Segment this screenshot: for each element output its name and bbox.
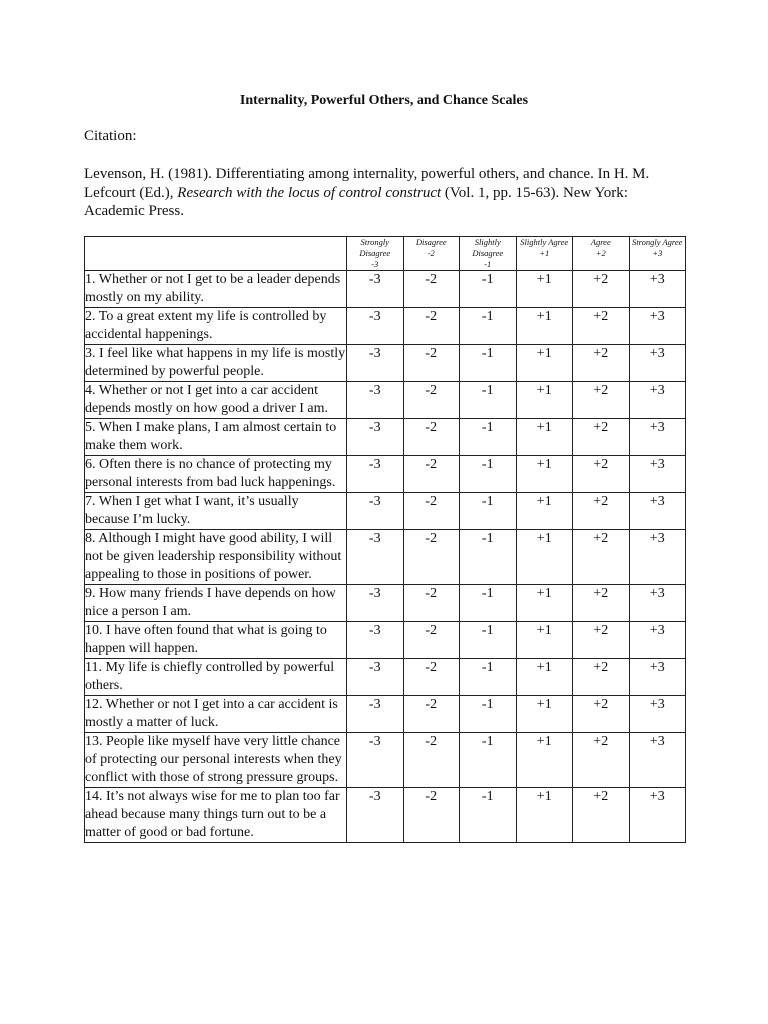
item-statement: 2. To a great extent my life is controlled by accidental happenings. — [85, 308, 347, 345]
response-option[interactable]: +2 — [573, 622, 630, 659]
item-statement: 4. Whether or not I get into a car accident depends mostly on how good a driver I am. — [85, 382, 347, 419]
response-option[interactable]: -2 — [403, 696, 460, 733]
item-statement: 5. When I make plans, I am almost certain to make them work. — [85, 419, 347, 456]
header-label: Strongly Agree — [632, 237, 683, 247]
response-option[interactable]: -2 — [403, 456, 460, 493]
response-option[interactable]: +1 — [516, 456, 573, 493]
response-option[interactable]: +1 — [516, 419, 573, 456]
response-option[interactable]: -2 — [403, 530, 460, 585]
reference-suffix: (Vol. 1, pp. 15-63). New York: Academic Press. — [84, 184, 628, 219]
reference-prefix: Levenson, H. (1981). Differentiating among internality, powerful others, and chance. In H. M. Lefcourt (Ed.), — [84, 166, 650, 201]
response-option[interactable]: -1 — [460, 788, 517, 843]
rating-scale-table — [84, 236, 686, 843]
header-disagree — [403, 237, 460, 271]
response-option[interactable]: -3 — [347, 733, 404, 788]
header-value: +1 — [539, 248, 550, 258]
response-option[interactable]: -2 — [403, 345, 460, 382]
header-value: -3 — [371, 259, 379, 269]
response-option[interactable]: -1 — [460, 419, 517, 456]
response-option[interactable]: -2 — [403, 271, 460, 308]
response-option[interactable]: -1 — [460, 308, 517, 345]
response-option[interactable]: -1 — [460, 696, 517, 733]
response-option[interactable]: +2 — [573, 308, 630, 345]
header-label: Disagree — [415, 237, 447, 247]
response-option[interactable]: -1 — [460, 733, 517, 788]
response-option[interactable]: +3 — [629, 419, 686, 456]
item-statement: 13. People like myself have very little chance of protecting our personal interests when they conflict with those of strong pressure groups. — [85, 733, 347, 788]
response-option[interactable]: +3 — [629, 788, 686, 843]
header-value: -2 — [427, 248, 435, 258]
response-option[interactable]: +3 — [629, 659, 686, 696]
table-row — [85, 456, 686, 493]
table-row — [85, 733, 686, 788]
response-option[interactable]: +1 — [516, 271, 573, 308]
response-option[interactable]: +2 — [573, 419, 630, 456]
reference-book-title: Research with the locus of control construct — [177, 184, 442, 201]
response-option[interactable]: +2 — [573, 382, 630, 419]
response-option[interactable]: +3 — [629, 622, 686, 659]
response-option[interactable]: +2 — [573, 696, 630, 733]
response-option[interactable]: +2 — [573, 733, 630, 788]
response-option[interactable]: +3 — [629, 696, 686, 733]
response-option[interactable]: -3 — [347, 271, 404, 308]
table-row — [85, 530, 686, 585]
table-row — [85, 788, 686, 843]
response-option[interactable]: -2 — [403, 493, 460, 530]
item-statement: 14. It’s not always wise for me to plan too far ahead because many things turn out to be a matter of good or bad fortune. — [85, 788, 347, 843]
response-option[interactable]: -2 — [403, 659, 460, 696]
table-row — [85, 659, 686, 696]
item-statement: 6. Often there is no chance of protecting my personal interests from bad luck happenings. — [85, 456, 347, 493]
header-slightly-agree — [516, 237, 573, 271]
response-option[interactable]: +1 — [516, 382, 573, 419]
response-option[interactable]: +2 — [573, 271, 630, 308]
page-title: Internality, Powerful Others, and Chance Scales — [239, 93, 529, 108]
response-option[interactable]: -1 — [460, 585, 517, 622]
item-statement: 11. My life is chiefly controlled by powerful others. — [85, 659, 347, 696]
response-option[interactable]: +3 — [629, 733, 686, 788]
response-option[interactable]: -3 — [347, 659, 404, 696]
response-option[interactable]: -3 — [347, 308, 404, 345]
header-label: Agree — [590, 237, 611, 247]
response-option[interactable]: -2 — [403, 419, 460, 456]
response-option[interactable]: +2 — [573, 585, 630, 622]
response-option[interactable]: -1 — [460, 530, 517, 585]
table-row — [85, 585, 686, 622]
response-option[interactable]: -1 — [460, 622, 517, 659]
response-option[interactable]: -1 — [460, 493, 517, 530]
item-statement: 3. I feel like what happens in my life is mostly determined by powerful people. — [85, 345, 347, 382]
header-value: +3 — [652, 248, 663, 258]
table-row — [85, 493, 686, 530]
item-statement: 1. Whether or not I get to be a leader depends mostly on my ability. — [85, 271, 347, 308]
response-option[interactable]: +2 — [573, 788, 630, 843]
response-option[interactable]: -3 — [347, 622, 404, 659]
citation-label: Citation: — [84, 128, 137, 144]
response-option[interactable]: -2 — [403, 308, 460, 345]
response-option[interactable]: +1 — [516, 788, 573, 843]
response-option[interactable]: +2 — [573, 345, 630, 382]
response-option[interactable]: -3 — [347, 419, 404, 456]
item-statement: 8. Although I might have good ability, I will not be given leadership responsibility without appealing to those in positions of power. — [85, 530, 347, 585]
response-option[interactable]: -3 — [347, 788, 404, 843]
header-label: Slightly Agree — [520, 237, 569, 247]
response-option[interactable]: -3 — [347, 382, 404, 419]
header-strongly-agree — [629, 237, 686, 271]
table-row — [85, 382, 686, 419]
response-option[interactable]: -2 — [403, 733, 460, 788]
response-option[interactable]: +1 — [516, 493, 573, 530]
header-label: Slightly Disagree — [472, 237, 504, 258]
response-option[interactable]: +1 — [516, 622, 573, 659]
table-row — [85, 622, 686, 659]
item-statement: 10. I have often found that what is going to happen will happen. — [85, 622, 347, 659]
response-option[interactable]: +1 — [516, 345, 573, 382]
header-label: Strongly Disagree — [359, 237, 391, 258]
response-option[interactable]: -3 — [347, 345, 404, 382]
response-option[interactable]: -2 — [403, 382, 460, 419]
header-value: -1 — [484, 259, 492, 269]
response-option[interactable]: -3 — [347, 585, 404, 622]
reference-text — [84, 165, 684, 221]
response-option[interactable]: +3 — [629, 456, 686, 493]
response-option[interactable]: +3 — [629, 585, 686, 622]
response-option[interactable]: +1 — [516, 308, 573, 345]
response-option[interactable]: -3 — [347, 456, 404, 493]
response-option[interactable]: +1 — [516, 530, 573, 585]
table-row — [85, 271, 686, 308]
response-option[interactable]: +3 — [629, 271, 686, 308]
header-value: +2 — [595, 248, 606, 258]
response-option[interactable]: +1 — [516, 733, 573, 788]
response-option[interactable]: -2 — [403, 585, 460, 622]
item-statement: 7. When I get what I want, it’s usually because I’m lucky. — [85, 493, 347, 530]
item-statement: 12. Whether or not I get into a car accident is mostly a matter of luck. — [85, 696, 347, 733]
response-option[interactable]: +3 — [629, 308, 686, 345]
table-row — [85, 345, 686, 382]
response-option[interactable]: +2 — [573, 659, 630, 696]
response-option[interactable]: +1 — [516, 696, 573, 733]
response-option[interactable]: +2 — [573, 530, 630, 585]
response-option[interactable]: +1 — [516, 585, 573, 622]
response-option[interactable]: -3 — [347, 696, 404, 733]
response-option[interactable]: -2 — [403, 788, 460, 843]
response-option[interactable]: -1 — [460, 456, 517, 493]
header-agree — [573, 237, 630, 271]
response-option[interactable]: +2 — [573, 493, 630, 530]
response-option[interactable]: +3 — [629, 382, 686, 419]
header-slightly-disagree — [460, 237, 517, 271]
response-option[interactable]: -3 — [347, 493, 404, 530]
response-option[interactable]: +3 — [629, 530, 686, 585]
response-option[interactable]: -1 — [460, 659, 517, 696]
response-option[interactable]: -1 — [460, 345, 517, 382]
response-option[interactable]: -1 — [460, 271, 517, 308]
table-row — [85, 308, 686, 345]
table-header-row — [85, 237, 686, 271]
response-option[interactable]: +3 — [629, 493, 686, 530]
response-option[interactable]: +3 — [629, 345, 686, 382]
header-blank-cell — [85, 237, 347, 271]
table-row — [85, 419, 686, 456]
header-strongly-disagree — [347, 237, 404, 271]
response-option[interactable]: +2 — [573, 456, 630, 493]
response-option[interactable]: -2 — [403, 622, 460, 659]
response-option[interactable]: -1 — [460, 382, 517, 419]
response-option[interactable]: +1 — [516, 659, 573, 696]
item-statement: 9. How many friends I have depends on how nice a person I am. — [85, 585, 347, 622]
table-row — [85, 696, 686, 733]
response-option[interactable]: -3 — [347, 530, 404, 585]
